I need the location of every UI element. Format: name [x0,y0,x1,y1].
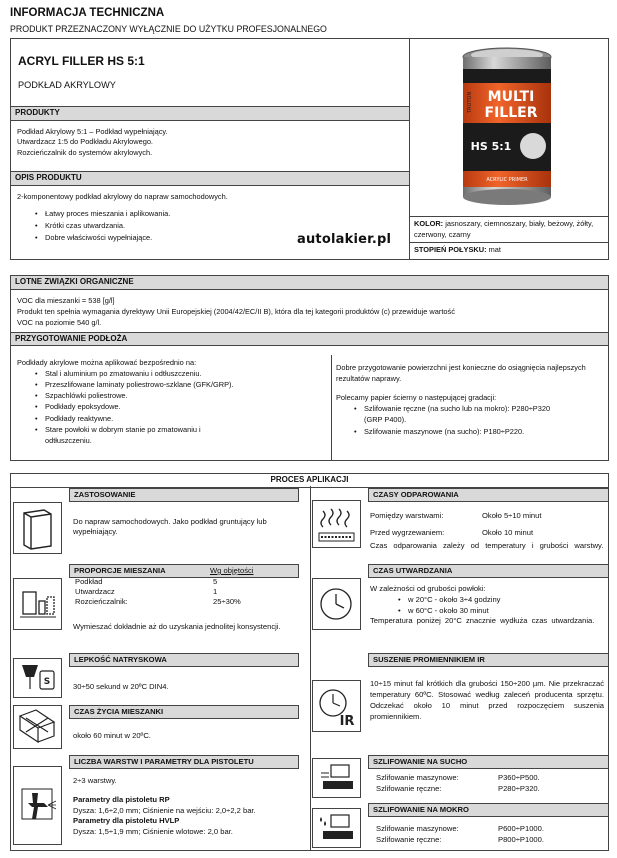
przygotowanie-right [336,362,604,437]
product-can-image [451,43,563,211]
sucho-r1b: P360÷P500. [498,773,540,782]
mix-component: Utwardzacz [75,587,115,597]
table-row [73,597,295,607]
odparowania-l1a: Pomiędzy warstwami: [370,511,444,520]
document-title: INFORMACJA TECHNICZNA [10,7,165,19]
mix-component: Rozcieńczalnik: [75,597,128,607]
lepkosc-heading: LEPKOŚĆ NATRYSKOWA [69,653,299,667]
opis-bullet: • Łatwy proces mieszania i aplikowania. [33,208,403,220]
przygotowanie-bullet: • Przeszlifowane laminaty poliestrowo-szklane (GFK/GRP). [33,379,327,390]
zycie-heading: CZAS ŻYCIA MIESZANKI [69,705,299,719]
sucho-heading: SZLIFOWANIE NA SUCHO [368,755,609,769]
proporcje-note: Wymieszać dokładnie aż do uzyskania jednolitej konsystencji. [73,622,281,631]
wet-sanding-icon [312,808,361,848]
proporcje-heading [69,564,299,578]
mokro-heading: SZLIFOWANIE NA MOKRO [368,803,609,817]
zycie-text: około 60 minut w 20ºC. [73,731,151,740]
warstwy-block [73,776,299,838]
table-row [73,587,295,597]
can-caption: ACRYLIC PRIMER [486,177,528,183]
mokro-r1a: Szlifowanie maszynowe: [376,824,459,833]
spray-gun-icon [13,766,62,845]
hvlp-text: Dysza: 1,5÷1,9 mm; Ciśnienie wlotowe: 2,0 bar. [73,827,233,837]
mix-ratio: 5 [213,577,218,586]
mix-component: Podkład [75,577,103,586]
warstwy-heading: LICZBA WARSTW I PARAMETRY DLA PISTOLETU [69,755,299,769]
kolor-area [410,216,608,257]
utwardzania-heading: CZAS UTWARDZANIA [368,564,609,578]
przygotowanie-grade: • Szlifowanie ręczne (na sucho lub na mokro): P280÷P320 (GRP P400). [352,403,552,425]
mokro-r1b: P600÷P1000. [498,824,544,833]
mokro-block [376,823,604,846]
product-subname: PODKŁAD AKRYLOWY [18,80,116,90]
polysk-value: mat [488,245,501,255]
opis-intro: 2-komponentowy podkład akrylowy do napraw samochodowych. [17,191,228,201]
product-box [10,38,609,260]
proporcje-col: Wg objętości [210,566,254,575]
dry-sanding-icon [312,758,361,798]
mix-ratio: 25÷30% [213,597,241,607]
sucho-r1a: Szlifowanie maszynowe: [376,773,459,782]
zastosowanie-heading: ZASTOSOWANIE [69,488,299,502]
utwardzania-bullet: • w 20°C - około 3÷4 godziny [396,595,604,606]
kolor-value: jasnoszary, ciemnoszary, biały, beżowy, żółty, czerwony, czarny [414,219,594,239]
can-brand-1: MULTI [487,89,535,105]
mixing-table [73,577,295,607]
przygotowanie-heading: PRZYGOTOWANIE PODŁOŻA [11,332,608,347]
rp-text: Dysza: 1,6÷2,0 mm; Ciśnienie na wejściu: 2,0÷2,2 bar. [73,805,256,815]
clock-icon [312,578,361,630]
produkty-section [11,106,409,163]
przygotowanie-bullet: • Podkłady reaktywne. [33,413,327,424]
sucho-block [376,772,604,795]
lzo-line: VOC na poziomie 540 g/l. [17,317,102,327]
can-side-text: TROTON [467,91,473,113]
odparowania-heading: CZASY ODPAROWANIA [368,488,609,502]
przygotowanie-bullet: • Szpachlówki poliestrowe. [33,390,327,401]
odparowania-l3: Czas odparowania zależy od temperatury i grubości warstwy. [370,540,604,550]
lzo-prep-box [10,275,609,461]
produkty-line: Podkład Akrylowy 5:1 – Podkład wypełniający. [17,126,168,136]
utwardzania-note: Temperatura poniżej 20°C znacznie wydłuża czas utwardzania. [370,616,595,626]
zastosowanie-text: Do napraw samochodowych. Jako podkład gruntujący lub wypełniający. [73,517,267,537]
przygotowanie-bullet: • Podkłady epoksydowe. [33,401,327,412]
sucho-r2b: P280÷P320. [498,784,540,794]
sucho-r2a: Szlifowanie ręczne: [376,784,442,794]
svg-text:S: S [43,677,51,687]
warstwy-count: 2÷3 warstwy. [73,776,117,785]
pot-life-icon [13,705,62,749]
ir-lamp-icon [312,680,361,732]
mokro-r2b: P800÷P1000. [498,835,544,845]
kolor-label: KOLOR: [414,219,444,228]
book-icon [13,502,62,554]
opis-bullet: • Dobre właściwości wypełniające. [33,232,403,244]
lepkosc-text: 30÷50 sekund w 20ºC DIN4. [73,682,169,691]
watermark-logo: autolakier.pl [297,232,392,247]
can-badge: HS 5:1 [470,140,512,153]
produkty-line: Rozcieńczalnik do systemów akrylowych. [17,148,153,158]
przygotowanie-left [17,357,327,446]
viscosity-cup-icon [13,658,62,698]
przygotowanie-intro: Podkłady akrylowe można aplikować bezpośrednio na: [17,358,197,367]
flash-off-icon [312,500,361,548]
utwardzania-block [370,584,604,627]
utwardzania-bullet: • w 60°C - około 30 minut [396,606,604,617]
rp-title: Parametry dla pistoletu RP [73,794,170,804]
utwardzania-intro: W zależności od grubości powłoki: [370,584,486,593]
lzo-line: Produkt ten spełnia wymagania dyrektywy Unii Europejskiej (2004/42/EC/II B), która dla tej kategorii produktów (c) przewiduje wartość [17,306,455,316]
przygotowanie-bullet: • Stare powłoki w dobrym stanie po zmatowaniu i odtłuszczeniu. [33,424,233,446]
lzo-line: VOC dla mieszanki = 538 [g/l] [17,295,115,305]
odparowania-l1b: Około 5÷10 minut [482,511,542,520]
document-subtitle: PRODUKT PRZEZNACZONY WYŁĄCZNIE DO UŻYTKU PROFESJONALNEGO [10,24,327,34]
product-name: ACRYL FILLER HS 5:1 [18,54,145,68]
ir-heading: SUSZENIE PROMIENNIKIEM IR [368,653,609,667]
produkty-heading: PRODUKTY [11,106,409,121]
odparowania-l2b: Około 10 minut [482,527,534,537]
odparowania-block [370,510,604,551]
proces-heading: PROCES APLIKACJI [11,474,608,488]
mix-ratio: 1 [213,587,218,597]
proporcje-title: PROPORCJE MIESZANIA [74,566,166,575]
przygotowanie-p2: Polecamy papier ścierny o następującej gradacji: [336,393,497,403]
ir-label: IR [339,714,355,729]
hvlp-title: Parametry dla pistoletu HVLP [73,816,180,826]
opis-heading: OPIS PRODUKTU [11,171,409,186]
przygotowanie-bullet: • Stal i aluminium po zmatowaniu i odtłuszczeniu. [33,368,327,379]
odparowania-l2a: Przed wygrzewaniem: [370,527,445,537]
przygotowanie-grade: • Szlifowanie maszynowe (na sucho): P180÷P220. [352,426,604,437]
mokro-r2a: Szlifowanie ręczne: [376,835,442,845]
produkty-line: Utwardzacz 1:5 do Podkładu Akrylowego. [17,137,153,147]
table-row [73,577,295,587]
przygotowanie-p1: Dobre przygotowanie powierzchni jest konieczne do osiągnięcia najlepszych rezultatów naprawy. [336,363,586,384]
mixing-ratio-icon [13,578,62,630]
can-brand-2: FILLER [484,105,538,121]
lzo-heading: LOTNE ZWIĄZKI ORGANICZNE [11,276,608,290]
opis-bullet: • Krótki czas utwardzania. [33,220,403,232]
polysk-label: STOPIEŃ POŁYSKU: [414,245,487,255]
ir-text: 10÷15 minut fal krótkich dla grubości 150÷200 µm. Nie przekraczać temperatury 60ºC. Stosować według zaleceń producenta sprzętu. Odczekać około 10 minut przed rozpoczęciem suszenia promiennikiem. [370,679,604,721]
